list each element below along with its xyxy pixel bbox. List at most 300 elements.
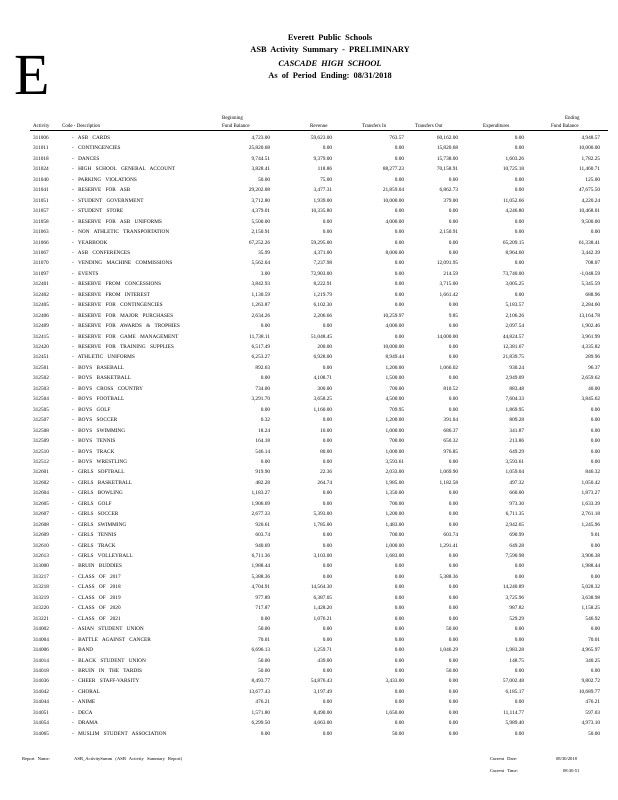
- footer-time-label: Current Time:: [490, 768, 518, 773]
- beginning-balance: 50.00: [258, 667, 270, 674]
- transfers-in: 8,949.44: [385, 354, 404, 361]
- expenditures: 3,725.96: [505, 594, 524, 601]
- activity-code: 313220: [33, 605, 49, 612]
- beginning-balance: 3,291.70: [251, 396, 270, 403]
- expenditures: 1,603.26: [505, 155, 524, 162]
- table-row: [0, 385, 618, 394]
- expenditures: 0.00: [514, 176, 524, 183]
- beginning-balance: 67,252.26: [248, 239, 270, 246]
- expenditures: 0.00: [514, 636, 524, 643]
- ending-balance: 96.37: [588, 364, 600, 371]
- expenditures: 4,246.80: [505, 208, 524, 215]
- revenue: 1,160.00: [313, 406, 332, 413]
- expenditures: 3,593.61: [505, 458, 524, 465]
- transfers-in: 0.00: [394, 302, 404, 309]
- activity-code: 312401: [33, 281, 49, 288]
- beginning-balance: 5,388.36: [251, 573, 270, 580]
- table-row: [0, 468, 618, 477]
- footer-time-value: 08:30:51: [563, 768, 580, 773]
- transfers-out: 3,715.00: [439, 281, 458, 288]
- transfers-out: 0.00: [448, 344, 458, 350]
- activity-description: - CLASS OF 2018: [72, 584, 121, 591]
- ending-balance: 125.00: [585, 176, 600, 183]
- activity-code: 312608: [33, 521, 49, 528]
- revenue: 6,102.30: [313, 302, 332, 309]
- activity-code: 312602: [33, 479, 49, 486]
- revenue: 1,076.21: [313, 615, 332, 622]
- transfers-in: 1,350.00: [385, 490, 404, 497]
- activity-description: - DECA: [72, 709, 93, 716]
- ending-balance: -1,048.59: [579, 270, 600, 277]
- ending-balance: 10,689.77: [578, 688, 600, 695]
- transfers-out: 1,046.29: [439, 647, 458, 654]
- transfers-out: 0.00: [448, 511, 458, 518]
- activity-description: - RESERVE FOR ASB UNIFORMS: [72, 218, 162, 225]
- transfers-in: 4,500.00: [385, 396, 404, 403]
- activity-code: 311024: [33, 166, 49, 173]
- expenditures: 6,711.35: [505, 511, 524, 518]
- activity-code: 312510: [33, 448, 49, 455]
- transfers-in: 1,200.00: [385, 364, 404, 371]
- beginning-balance: 476.21: [255, 699, 270, 706]
- transfers-out: 1,661.42: [439, 291, 458, 298]
- expenditures: 930.24: [509, 364, 524, 371]
- activity-description: - CHORAL: [72, 688, 100, 695]
- activity-description: - GIRLS SOCCER: [72, 511, 119, 518]
- activity-description: - ANIME: [72, 699, 96, 706]
- revenue: 0.00: [322, 573, 332, 580]
- transfers-in: 1,483.00: [385, 521, 404, 528]
- revenue: 1,219.79: [313, 291, 332, 298]
- transfers-in: 2,033.00: [385, 469, 404, 476]
- transfers-in: 0.00: [394, 657, 404, 664]
- table-row: [0, 134, 618, 143]
- transfers-in: 709.95: [389, 406, 404, 413]
- expenditures: 497.32: [509, 479, 524, 486]
- transfers-out: 0.00: [448, 323, 458, 330]
- table-row: [0, 280, 618, 289]
- transfers-out: 0.00: [448, 218, 458, 225]
- activity-code: 312502: [33, 375, 49, 382]
- transfers-out: 0.00: [448, 176, 458, 183]
- transfers-out: 0.00: [448, 458, 458, 465]
- activity-code: 312415: [33, 333, 49, 340]
- transfers-out: 0.00: [448, 396, 458, 403]
- ending-balance: 0.00: [590, 229, 600, 236]
- activity-code: 314054: [33, 720, 49, 727]
- table-row: [0, 479, 618, 488]
- activity-code: 313218: [33, 584, 49, 591]
- ending-balance: 0.00: [590, 626, 600, 633]
- beginning-balance: 50.00: [258, 657, 270, 664]
- report-title: ASB Activity Summary - PRELIMINARY: [250, 45, 410, 54]
- activity-code: 314065: [33, 730, 49, 737]
- table-row: [0, 291, 618, 300]
- col-beginning-top: Beginning: [222, 116, 243, 121]
- revenue: 7,237.98: [313, 260, 332, 267]
- beginning-balance: 5,500.00: [251, 218, 270, 225]
- revenue: 0.00: [322, 636, 332, 643]
- expenditures: 5,183.57: [505, 302, 524, 309]
- table-row: [0, 364, 618, 373]
- transfers-in: 0.00: [394, 270, 404, 277]
- activity-description: - CLASS OF 2020: [72, 605, 121, 612]
- ending-balance: 0.00: [590, 458, 600, 465]
- col-activity: Activity: [33, 124, 50, 129]
- transfers-out: 686.37: [443, 427, 458, 434]
- table-row: [0, 636, 618, 645]
- ending-balance: 0.00: [590, 667, 600, 674]
- activity-description: - RESERVE FROM CONCESSIONS: [72, 281, 162, 288]
- revenue: 0.00: [322, 730, 332, 737]
- expenditures: 529.29: [509, 615, 524, 622]
- expenditures: 0.00: [514, 626, 524, 633]
- beginning-balance: 717.87: [255, 605, 270, 612]
- table-row: [0, 542, 618, 551]
- activity-description: - ASB CARDS: [72, 135, 111, 141]
- expenditures: 148.75: [509, 657, 524, 664]
- revenue: 3,103.00: [313, 553, 332, 559]
- transfers-in: 0.00: [394, 647, 404, 654]
- transfers-out: 2,150.91: [439, 229, 458, 236]
- expenditures: 73,740.00: [502, 270, 524, 277]
- transfers-out: 379.00: [443, 197, 458, 204]
- revenue: 1,428.20: [313, 605, 332, 612]
- activity-code: 313219: [33, 594, 49, 601]
- transfers-in: 0.00: [394, 176, 404, 183]
- transfers-out: 0.00: [448, 249, 458, 256]
- ending-balance: 4,965.97: [581, 647, 600, 654]
- expenditures: 2,097.54: [505, 323, 524, 330]
- ending-balance: 10,000.00: [578, 145, 600, 152]
- ending-balance: 0.00: [590, 427, 600, 434]
- beginning-balance: 1,988.44: [251, 563, 270, 570]
- ending-balance: 1,902.46: [581, 323, 600, 330]
- expenditures: 0.00: [514, 563, 524, 570]
- footer-report-name: ASB_ActivitySumm (ASB Activity Summary Report): [74, 756, 183, 761]
- revenue: 0.00: [322, 626, 332, 633]
- table-row: [0, 395, 618, 404]
- transfers-in: 0.00: [394, 584, 404, 591]
- activity-description: - GIRLS VOLLEYBALL: [72, 553, 133, 559]
- district-name: Everett Public Schools: [287, 33, 373, 42]
- transfers-in: 0.00: [394, 636, 404, 643]
- activity-code: 311018: [33, 155, 49, 162]
- beginning-balance: 0.00: [260, 730, 270, 737]
- transfers-in: 1,650.00: [385, 709, 404, 716]
- beginning-balance: 2,677.33: [251, 511, 270, 518]
- ending-balance: 4,220.24: [581, 197, 600, 204]
- transfers-out: 6,862.73: [439, 187, 458, 194]
- revenue: 0.00: [322, 699, 332, 706]
- table-row: [0, 322, 618, 331]
- activity-code: 314042: [33, 688, 49, 695]
- expenditures: 11,052.66: [503, 197, 524, 204]
- activity-description: - CLASS OF 2017: [72, 573, 121, 580]
- revenue: 5,393.00: [313, 511, 332, 518]
- activity-description: - GIRLS BOWLING: [72, 490, 123, 497]
- activity-description: - NON ATHLETIC TRANSPORTATION: [72, 229, 170, 236]
- revenue: 0.00: [322, 438, 332, 445]
- beginning-balance: 4,704.91: [251, 584, 270, 591]
- beginning-balance: 892.63: [255, 364, 270, 371]
- revenue: 0.00: [322, 417, 332, 424]
- expenditures: 0.00: [514, 145, 524, 152]
- activity-description: - BRUIN IN THE TARDIS: [72, 667, 142, 674]
- transfers-out: 0.00: [448, 720, 458, 727]
- beginning-balance: 50.00: [258, 626, 270, 633]
- ending-balance: 846.32: [585, 469, 600, 476]
- expenditures: 2,942.65: [505, 521, 524, 528]
- activity-description: - BOYS CROSS COUNTRY: [72, 385, 143, 392]
- activity-description: - GIRLS SOFTBALL: [72, 469, 125, 476]
- transfers-in: 21,859.04: [382, 187, 404, 194]
- table-row: [0, 270, 618, 279]
- transfers-out: 0.00: [448, 354, 458, 361]
- activity-description: - BOYS TENNIS: [72, 438, 116, 445]
- transfers-in: 0.00: [394, 291, 404, 298]
- beginning-balance: 6,253.27: [251, 354, 270, 361]
- activity-code: 312512: [33, 458, 49, 465]
- transfers-in: 0.00: [394, 688, 404, 695]
- table-row: [0, 144, 618, 153]
- transfers-in: 0.00: [394, 594, 404, 601]
- activity-code: 314014: [33, 657, 49, 664]
- beginning-balance: 977.89: [255, 594, 270, 601]
- beginning-balance: 6,299.50: [251, 720, 270, 727]
- beginning-balance: 940.69: [255, 542, 270, 549]
- col-code-description: Code - Description: [62, 124, 101, 129]
- ending-balance: 5,345.59: [581, 281, 600, 288]
- expenditures: 690.99: [509, 532, 524, 539]
- revenue: 0.00: [322, 667, 332, 674]
- table-row: [0, 625, 618, 634]
- transfers-out: 1,182.58: [439, 479, 458, 486]
- revenue: 8,490.00: [313, 709, 332, 716]
- transfers-out: 0.00: [448, 375, 458, 382]
- col-ending-bottom: Fund Balance: [551, 124, 579, 129]
- ending-balance: 1,988.44: [581, 563, 600, 570]
- beginning-balance: 4,379.01: [251, 208, 270, 215]
- activity-description: - PARKING VIOLATIONS: [72, 176, 137, 183]
- revenue: 264.74: [317, 479, 332, 486]
- revenue: 4,108.71: [313, 375, 332, 382]
- transfers-in: 700.00: [389, 532, 404, 539]
- transfers-out: 9.85: [448, 312, 458, 319]
- activity-code: 312509: [33, 438, 49, 445]
- activity-description: - YEARBOOK: [72, 239, 108, 246]
- col-transfers-in: Transfers In: [362, 124, 387, 129]
- transfers-out: 15,820.68: [436, 145, 458, 152]
- table-row: [0, 646, 618, 655]
- transfers-in: 1,000.00: [385, 427, 404, 434]
- ending-balance: 1,633.39: [581, 500, 600, 507]
- table-row: [0, 416, 618, 425]
- transfers-in: 4,000.00: [385, 218, 404, 225]
- revenue: 6,928.00: [313, 354, 332, 361]
- revenue: 2,206.66: [313, 312, 332, 319]
- beginning-balance: 0.00: [260, 375, 270, 382]
- activity-code: 311006: [33, 135, 49, 141]
- expenditures: 660.00: [509, 490, 524, 497]
- revenue: 3,197.49: [313, 688, 332, 695]
- activity-description: - STUDENT GOVERNMENT: [72, 197, 144, 204]
- activity-description: - BLACK STUDENT UNION: [72, 657, 146, 664]
- transfers-in: 4,000.00: [385, 323, 404, 330]
- ending-balance: 289.96: [585, 354, 600, 361]
- ending-balance: 3,961.99: [581, 333, 600, 340]
- transfers-out: 0.00: [448, 615, 458, 622]
- transfers-out: 0.00: [448, 678, 458, 685]
- ending-balance: 9,500.00: [581, 218, 600, 225]
- table-row: [0, 698, 618, 707]
- beginning-balance: 546.14: [255, 448, 270, 455]
- beginning-balance: 9,744.51: [251, 155, 270, 162]
- transfers-out: 14,000.00: [436, 333, 458, 340]
- activity-description: - RESERVE FROM INTEREST: [72, 291, 150, 298]
- transfers-out: 0.00: [448, 490, 458, 497]
- activity-code: 312605: [33, 500, 49, 507]
- table-row: [0, 667, 618, 676]
- transfers-in: 0.00: [394, 260, 404, 267]
- table-row: [0, 657, 618, 666]
- ending-balance: 4,335.82: [581, 344, 600, 350]
- section-letter: E: [14, 42, 50, 107]
- transfers-out: 0.00: [448, 239, 458, 246]
- activity-code: 314051: [33, 709, 49, 716]
- activity-code: 311051: [33, 197, 49, 204]
- transfers-in: 0.00: [394, 573, 404, 580]
- table-row: [0, 521, 618, 530]
- activity-code: 312505: [33, 406, 49, 413]
- activity-description: - EVENTS: [72, 270, 99, 277]
- ending-balance: 1,050.42: [581, 479, 600, 486]
- ending-balance: 9.01: [590, 532, 600, 539]
- beginning-balance: 919.90: [255, 469, 270, 476]
- activity-code: 314006: [33, 647, 49, 654]
- revenue: 0.00: [322, 145, 332, 152]
- revenue: 54,876.43: [310, 678, 332, 685]
- transfers-in: 0.00: [394, 699, 404, 706]
- expenditures: 0.00: [514, 291, 524, 298]
- transfers-out: 12,091.95: [436, 260, 458, 267]
- expenditures: 0.00: [514, 187, 524, 194]
- expenditures: 2,106.26: [505, 312, 524, 319]
- revenue: 8,222.91: [313, 281, 332, 288]
- transfers-out: 1,066.02: [439, 364, 458, 371]
- beginning-balance: 8,493.77: [251, 678, 270, 685]
- table-row: [0, 573, 618, 582]
- transfers-out: 0.00: [448, 688, 458, 695]
- revenue: 3,658.25: [313, 396, 332, 403]
- expenditures: 57,002.48: [502, 678, 524, 685]
- ending-balance: 11,460.71: [579, 166, 600, 173]
- ending-balance: 476.21: [585, 699, 600, 706]
- transfers-in: 700.00: [389, 500, 404, 507]
- revenue: 0.00: [322, 490, 332, 497]
- beginning-balance: 13,677.43: [248, 688, 270, 695]
- beginning-balance: 920.61: [255, 521, 270, 528]
- activity-code: 311063: [33, 229, 49, 236]
- ending-balance: 2,761.18: [581, 511, 600, 518]
- activity-code: 312613: [33, 553, 49, 559]
- transfers-in: 1,000.00: [385, 448, 404, 455]
- activity-description: - CLASS OF 2021: [72, 615, 121, 622]
- activity-code: 312508: [33, 427, 49, 434]
- beginning-balance: 70.01: [258, 636, 270, 643]
- table-row: [0, 427, 618, 436]
- transfers-out: 0.00: [448, 302, 458, 309]
- table-row: [0, 228, 618, 237]
- activity-description: - GIRLS GOLF: [72, 500, 112, 507]
- transfers-out: 5,388.36: [439, 573, 458, 580]
- ending-balance: 1,245.96: [581, 521, 600, 528]
- beginning-balance: 25,820.68: [248, 145, 270, 152]
- transfers-in: 1,985.00: [385, 479, 404, 486]
- beginning-balance: 0.32: [260, 417, 270, 424]
- expenditures: 341.87: [509, 427, 524, 434]
- beginning-balance: 164.18: [255, 438, 270, 445]
- table-row: [0, 176, 618, 185]
- transfers-in: 763.57: [389, 135, 404, 141]
- activity-description: - BRUIN BUDDIES: [72, 563, 122, 570]
- table-row: [0, 353, 618, 362]
- ending-balance: 1,873.27: [581, 490, 600, 497]
- revenue: 59,295.00: [310, 239, 332, 246]
- table-row: [0, 218, 618, 227]
- beginning-balance: 18.24: [258, 427, 270, 434]
- activity-description: - GIRLS TENNIS: [72, 532, 117, 539]
- beginning-balance: 0.00: [260, 323, 270, 330]
- transfers-in: 3,433.00: [385, 678, 404, 685]
- revenue: 0.00: [322, 323, 332, 330]
- activity-description: - DANCES: [72, 155, 100, 162]
- transfers-out: 0.00: [448, 208, 458, 215]
- revenue: 51,048.45: [310, 333, 332, 340]
- table-row: [0, 186, 618, 195]
- transfers-out: 60,162.00: [436, 135, 458, 141]
- ending-balance: 70.01: [588, 636, 600, 643]
- table-row: [0, 552, 618, 561]
- expenditures: 5,989.40: [505, 720, 524, 727]
- beginning-balance: 482.28: [255, 479, 270, 486]
- ending-balance: 546.92: [585, 615, 600, 622]
- revenue: 75.00: [320, 176, 332, 183]
- transfers-in: 0.00: [394, 333, 404, 340]
- transfers-in: 0.00: [394, 720, 404, 727]
- activity-description: - ASB CONFERENCES: [72, 249, 131, 256]
- col-beginning-bottom: Fund Balance: [222, 124, 250, 129]
- revenue: 300.00: [317, 385, 332, 392]
- activity-code: 311041: [33, 187, 49, 194]
- ending-balance: 1,782.25: [581, 155, 600, 162]
- activity-description: - BATTLE AGAINST CANCER: [72, 636, 151, 643]
- activity-code: 312406: [33, 312, 49, 319]
- transfers-out: 0.00: [448, 584, 458, 591]
- revenue: 0.00: [322, 364, 332, 371]
- activity-code: 314036: [33, 678, 49, 685]
- expenditures: 65,209.15: [502, 239, 524, 246]
- expenditures: 44,824.57: [502, 333, 524, 340]
- activity-code: 312405: [33, 302, 49, 309]
- activity-description: - BOYS BASEBALL: [72, 364, 124, 371]
- table-row: [0, 719, 618, 728]
- expenditures: 987.82: [509, 605, 524, 612]
- transfers-in: 1,200.00: [385, 417, 404, 424]
- transfers-out: 0.00: [448, 563, 458, 570]
- beginning-balance: 5,562.04: [251, 260, 270, 267]
- activity-description: - CHEER STAFF-VARSITY: [72, 678, 140, 685]
